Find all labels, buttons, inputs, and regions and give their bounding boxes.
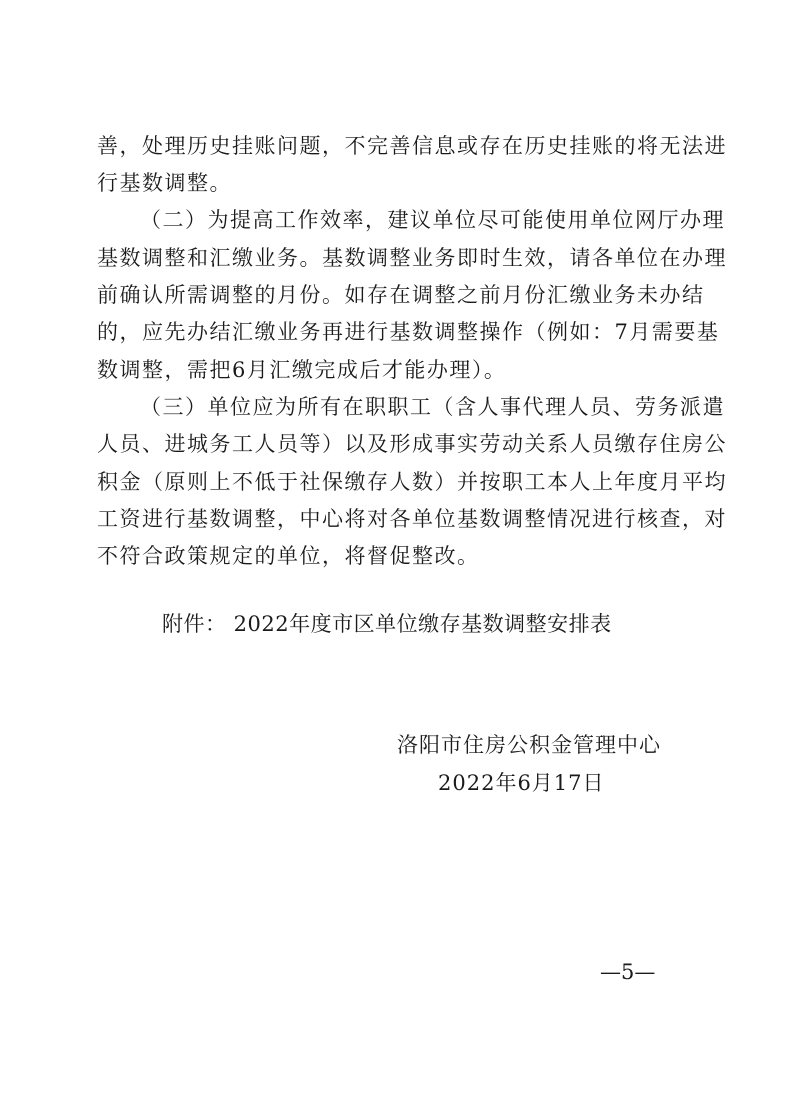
body-line-2: 行基数调整。 — [97, 171, 232, 195]
body-line-4: 基数调整和汇缴业务。基数调整业务即时生效，请各单位在办理 — [97, 246, 727, 270]
signature-org: 洛阳市住房公积金管理中心 — [397, 733, 661, 757]
body-line-7: 数调整，需把6月汇缴完成后才能办理）。 — [97, 358, 507, 382]
body-line-5: 前确认所需调整的月份。如存在调整之前月份汇缴业务未办结 — [97, 283, 705, 307]
body-line-1: 善，处理历史挂账问题，不完善信息或存在历史挂账的将无法进 — [97, 134, 727, 158]
attachment-line: 附件： 2022年度市区单位缴存基数调整安排表 — [162, 612, 612, 636]
body-line-3: （二）为提高工作效率，建议单位尽可能使用单位网厅办理 — [140, 208, 725, 232]
body-line-11: 工资进行基数调整，中心将对各单位基数调整情况进行核查，对 — [97, 507, 727, 531]
body-line-10: 积金（原则上不低于社保缴存人数）并按职工本人上年度月平均 — [97, 470, 727, 494]
body-line-6: 的，应先办结汇缴业务再进行基数调整操作（例如：7月需要基 — [97, 320, 720, 344]
body-line-12: 不符合政策规定的单位，将督促整改。 — [97, 544, 480, 568]
body-line-8: （三）单位应为所有在职职工（含人事代理人员、劳务派遣 — [140, 395, 725, 419]
body-line-9: 人员、进城务工人员等）以及形成事实劳动关系人员缴存住房公 — [97, 432, 727, 456]
signature-date: 2022年6月17日 — [438, 771, 605, 795]
page-number: —5— — [600, 960, 656, 984]
